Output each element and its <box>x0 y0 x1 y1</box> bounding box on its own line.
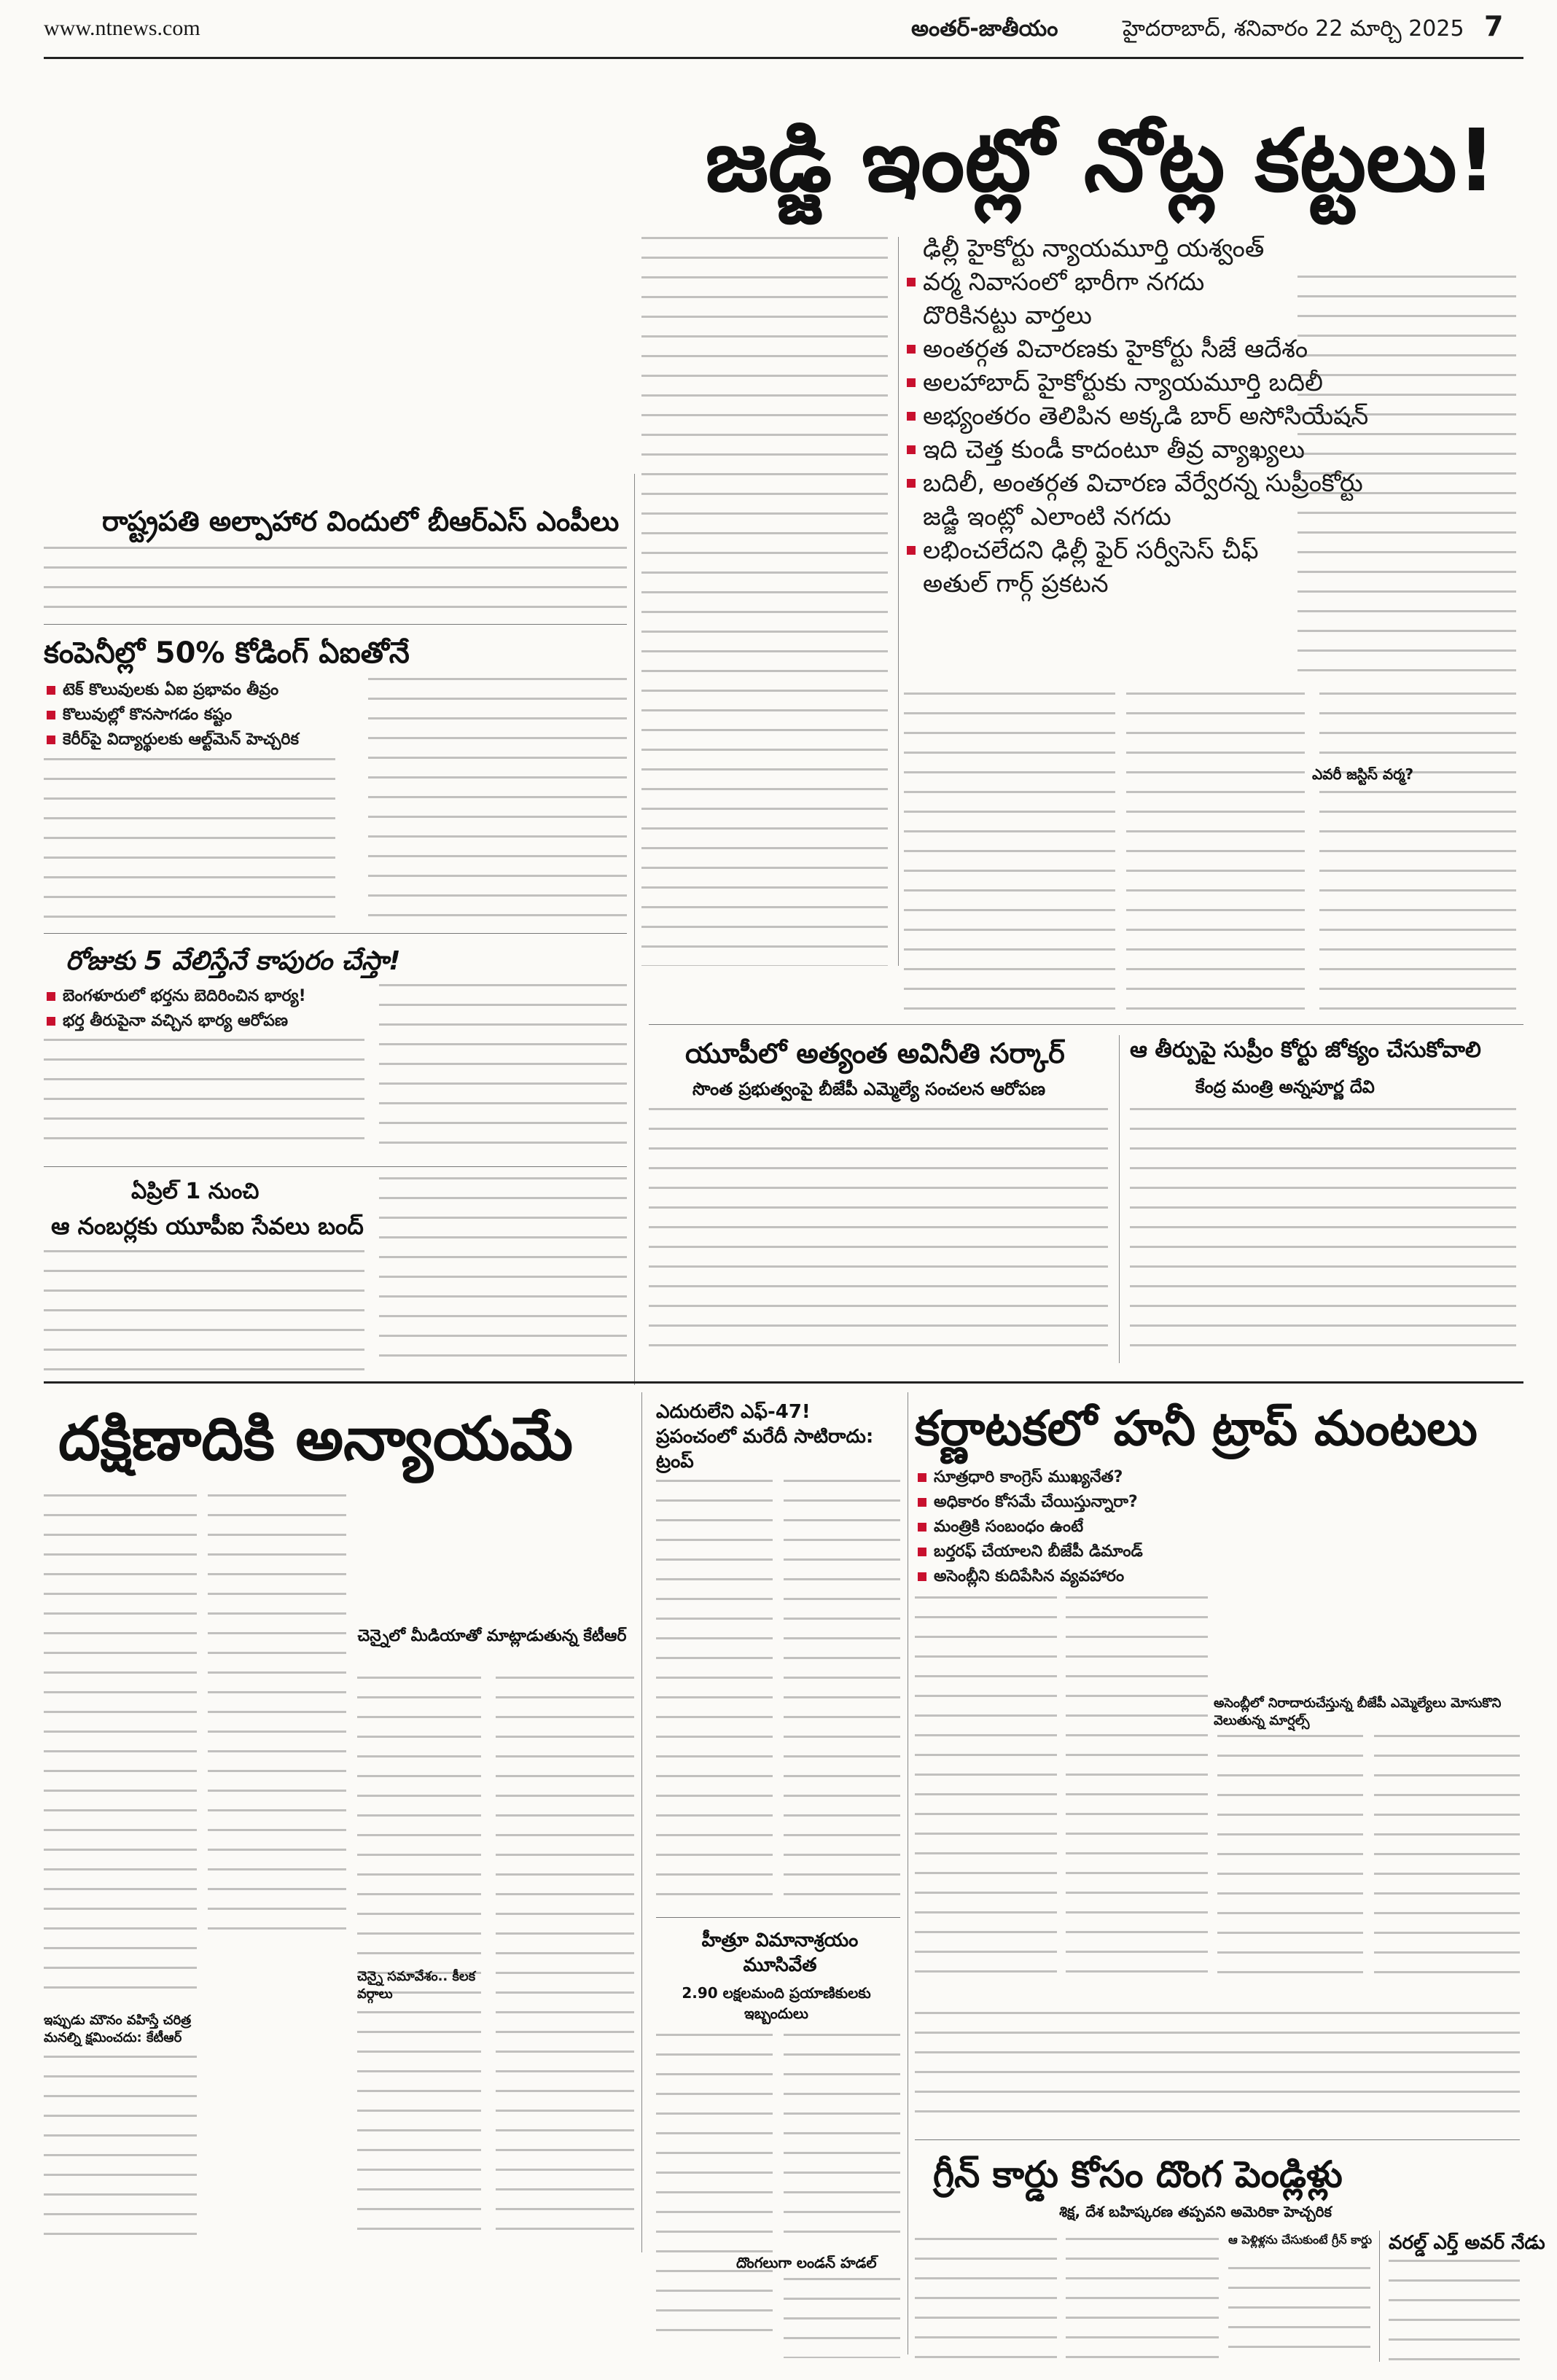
karnataka-bullet: అసెంబ్లీని కుదిపేసిన వ్యవహారం <box>915 1564 1206 1589</box>
karnataka-body-2 <box>1066 1596 1208 1990</box>
earth-hour-body <box>1389 2260 1520 2362</box>
lead-subhead-1: ఎవరీ జస్టిస్‌ వర్మ? <box>1312 765 1414 783</box>
south-headline: దక్షిణాదికి అన్యాయమే <box>58 1405 574 1474</box>
sc-headline: ఆ తీర్పుపై సుప్రీం కోర్టు జోక్యం చేసుకోవాలి <box>1130 1037 1481 1063</box>
upi-kicker: ఏప్రిల్‌ 1 నుంచి <box>131 1179 260 1204</box>
south-subhead-2: ఇప్పుడు మౌనం వహిస్తే చరిత్ర మనల్ని క్షమించదు: కేటీఆర్‌ <box>44 2013 192 2045</box>
heathrow-body-2 <box>784 2034 900 2245</box>
ai-bullets <box>44 678 364 752</box>
karnataka-bullet: సూత్రధారి కాంగ్రెస్‌ ముఖ్యనేత? <box>915 1465 1206 1490</box>
lead-bullet: అభ్యంతరం తెలిపిన అక్కడి బార్‌ అసోసియేషన్‌ <box>904 399 1290 433</box>
ai-bullet: టెక్‌ కొలువులకు ఏఐ ప్రభావం తీవ్రం <box>44 678 364 703</box>
ai-bullet: కొలువుల్లో కొనసాగడం కష్టం <box>44 703 364 727</box>
up-body <box>649 1108 1108 1349</box>
upi-body-2 <box>379 1177 627 1374</box>
col-divider <box>634 474 635 1385</box>
f47-headline: ఎదురులేని ఎఫ్‌-47! ప్రపంచంలో మరేదీ సాటిరాదు: ట్రంప్‌ <box>656 1401 874 1472</box>
south-subhead-3: చెన్నై సమావేశం.. కీలక వర్గాలు <box>357 1969 476 2002</box>
lead-bullet: అలహాబాద్‌ హైకోర్టుకు న్యాయమూర్తి బదిలీ <box>904 366 1290 399</box>
lead-headline: జడ్జి ఇంట్లో నోట్ల కట్టలు! <box>705 110 1496 211</box>
karnataka-body-4 <box>1374 1735 1520 1975</box>
heathrow-body-3 <box>784 2278 900 2358</box>
karnataka-bullets <box>915 1465 1206 1589</box>
up-subhead: సొంత ప్రభుత్వంపై బీజేపీ ఎమ్మెల్యే సంచలన ఆరోపణ <box>692 1079 1046 1099</box>
brs-body <box>44 547 627 620</box>
wife-bullet: బెంగళూరులో భర్తను బెదిరించిన భార్య! <box>44 984 386 1009</box>
lead-bullet: బదిలీ, అంతర్గత విచారణ వేర్వేరన్న సుప్రీంకోర్టు <box>904 467 1290 500</box>
greencard-body-3 <box>1228 2267 1370 2362</box>
f47-body-2 <box>784 1480 900 1910</box>
karnataka-headline: కర్ణాటకలో హనీ ట్రాప్‌ మంటలు <box>915 1400 1478 1456</box>
dateline: హైదరాబాద్‌, శనివారం 22 మార్చి 2025 <box>1123 16 1464 42</box>
greencard-body-2 <box>1066 2238 1219 2362</box>
greencard-subhead: శిక్ష, దేశ బహిష్కరణ తప్పవని అమెరికా హెచ్చరిక <box>1059 2203 1332 2220</box>
karnataka-bullet: అధికారం కోసమే చేయిస్తున్నారా? <box>915 1490 1206 1515</box>
brs-headline: రాష్ట్రపతి అల్పాహార విందులో బీఆర్‌ఎస్‌ ఎంపీలు <box>102 505 620 537</box>
section-rule <box>44 1381 1523 1384</box>
south-photo-caption: చెన్నైలో మీడియాతో మాట్లాడుతున్న కేటీఆర్‌ <box>357 1627 627 1645</box>
lead-bullet: ఢిల్లీ హైకోర్టు న్యాయమూర్తి యశ్వంత్‌ వర్మ నివాసంలో భారీగా నగదు దొరికినట్టు వార్తలు <box>904 232 1290 332</box>
heathrow-subhead: 2.90 లక్షలమంది ప్రయాణికులకు ఇబ్బందులు <box>682 1984 871 2022</box>
karnataka-body-1 <box>915 1596 1057 1990</box>
heathrow-body-1 <box>656 2034 773 2347</box>
ai-coding-headline: కంపెనీల్లో 50% కోడింగ్‌ ఏఐతోనే <box>44 636 410 670</box>
sc-subhead: కేంద్ర మంత్రి అన్నపూర్ణ దేవి <box>1195 1077 1375 1097</box>
wife-headline: రోజుకు 5 వేలిస్తేనే కాపురం చేస్తా! <box>66 946 401 976</box>
karnataka-bullet: మంత్రికి సంబంధం ఉంటే <box>915 1515 1206 1540</box>
wife-bullet: భర్త తీరుపైనా వచ్చిన భార్య ఆరోపణ <box>44 1009 386 1034</box>
lead-body-col-4 <box>1298 276 1516 684</box>
greencard-headline: గ్రీన్‌ కార్డు కోసం దొంగ పెండ్లిళ్లు <box>933 2153 1343 2196</box>
karnataka-body-5 <box>915 2012 1520 2129</box>
section-label: అంతర్‌-జాతీయం <box>911 16 1058 42</box>
south-body-1b <box>44 2056 197 2245</box>
divider <box>649 1024 1523 1025</box>
website[interactable]: www.ntnews.com <box>44 16 200 40</box>
south-body-2 <box>208 1494 346 1932</box>
header-rule <box>44 57 1523 59</box>
col-divider <box>641 1392 642 2252</box>
sc-body <box>1130 1108 1516 1349</box>
greencard-body-1 <box>915 2238 1057 2362</box>
earth-hour-headline: వరల్డ్‌ ఎర్త్‌ అవర్‌ నేడు <box>1389 2232 1545 2254</box>
wife-body-1 <box>44 1039 364 1155</box>
karnataka-body-3 <box>1217 1735 1363 1975</box>
lead-body-col-2 <box>904 692 1115 1013</box>
ai-body-2 <box>368 678 627 918</box>
upi-body-1 <box>44 1250 364 1374</box>
lead-body-col-1 <box>641 237 888 966</box>
wife-body-2 <box>379 984 627 1155</box>
divider <box>656 1917 900 1918</box>
f47-body-1 <box>656 1480 773 1910</box>
divider <box>915 2139 1520 2140</box>
lead-bullet: ఇది చెత్త కుండీ కాదంటూ తీవ్ర వ్యాఖ్యలు <box>904 433 1290 467</box>
col-divider <box>1119 1035 1120 1363</box>
divider <box>44 933 627 934</box>
heathrow-headline: హీత్రూ విమానాశ్రయం మూసివేత <box>701 1930 859 1976</box>
ai-body-1 <box>44 758 335 918</box>
col-divider <box>1379 2231 1380 2362</box>
lead-bullets <box>904 232 1369 601</box>
divider <box>44 624 627 625</box>
lead-bullet: జడ్జి ఇంట్లో ఎలాంటి నగదు లభించలేదని ఢిల్లీ ఫైర్‌ సర్వీసెస్‌ చీఫ్‌ అతుల్‌ గార్గ్‌ ప్రకటన <box>904 500 1290 601</box>
page-number: 7 <box>1484 10 1504 42</box>
heathrow-subhead-2: దొంగలుగా లండన్‌ హడల్‌ <box>736 2254 877 2271</box>
south-body-1 <box>44 1494 197 2005</box>
lead-bullet: అంతర్గత విచారణకు హైకోర్టు సీజే ఆదేశం <box>904 332 1290 366</box>
lead-body-col-5 <box>1319 692 1516 1013</box>
col-divider <box>898 237 899 966</box>
karnataka-inset-heading: అసెంబ్లీలో నిరాదారుచేస్తున్న బీజేపీ ఎమ్మెల్యేలు మోసుకొని వెలుతున్న మార్షల్స్‌ <box>1214 1696 1502 1728</box>
divider <box>44 1166 627 1167</box>
wife-bullets <box>44 984 386 1034</box>
south-body-3 <box>357 1677 481 2238</box>
up-headline: యూపీలో అత్యంత అవినీతి సర్కార్‌ <box>685 1037 1065 1069</box>
greencard-subhead-2: ఆ పెళ్లిళ్లను చేసుకుంటే గ్రీన్‌ కార్డు <box>1228 2233 1373 2247</box>
upi-headline: ఆ నంబర్లకు యూపీఐ సేవలు బంద్‌ <box>51 1212 364 1240</box>
karnataka-bullet: బర్తరఫ్‌ చేయాలని బీజేపీ డిమాండ్‌ <box>915 1540 1206 1564</box>
lead-body-col-3 <box>1126 692 1305 1013</box>
page-header <box>0 0 1557 58</box>
ai-bullet: కెరీర్‌పై విద్యార్థులకు ఆల్ట్‌మెన్‌ హెచ్చరిక <box>44 727 364 752</box>
south-body-4 <box>496 1677 634 2238</box>
